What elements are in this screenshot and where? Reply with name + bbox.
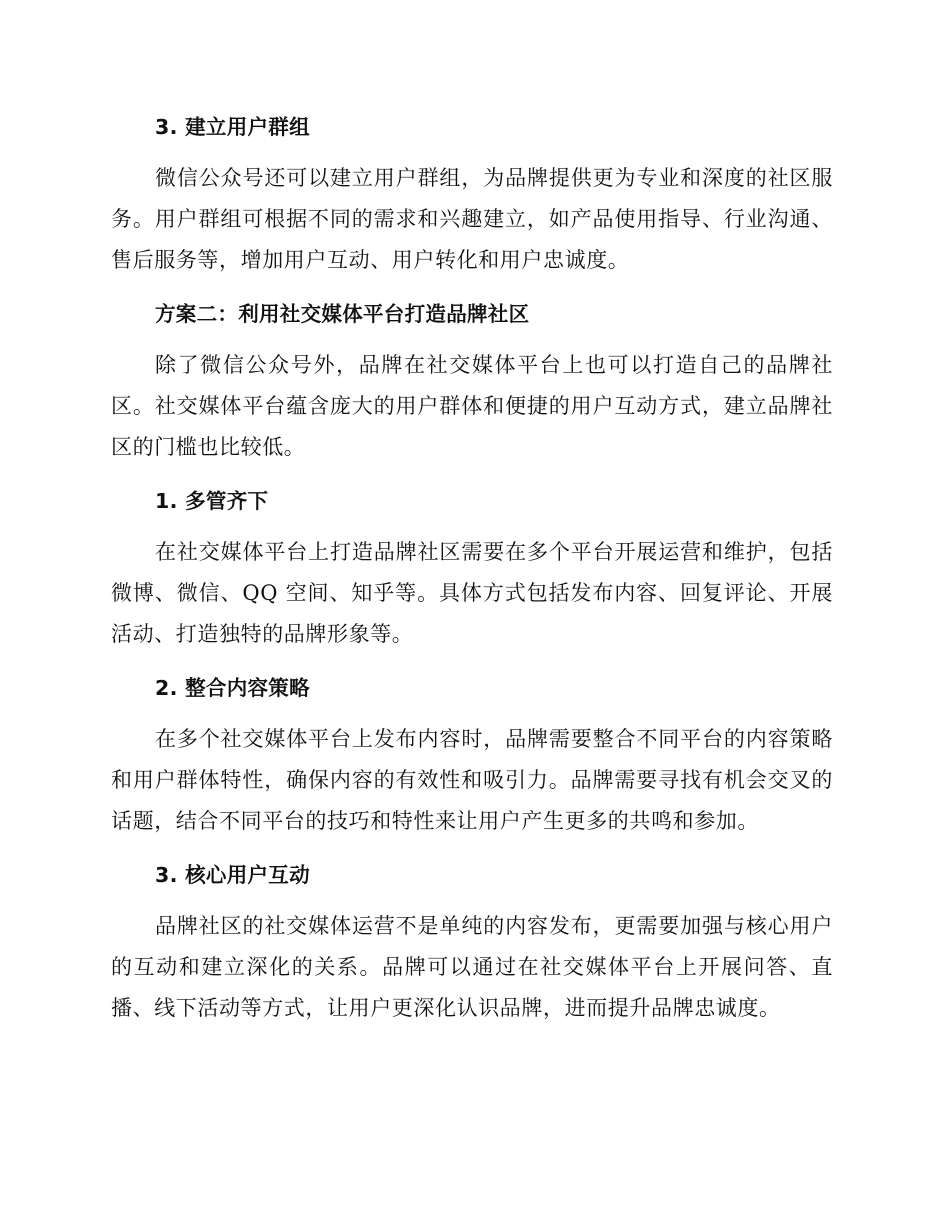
document-body [111, 108, 833, 1043]
paragraph-user-groups: 微信公众号还可以建立用户群组，为品牌提供更为专业和深度的社区服务。用户群组可根据不同的需求和兴趣建立，如产品使用指导、行业沟通、售后服务等，增加用户互动、用户转化和用户忠诚度。 [111, 166, 833, 272]
paragraph-plan-two-intro: 除了微信公众号外，品牌在社交媒体平台上也可以打造自己的品牌社区。社交媒体平台蕴含庞大的用户群体和便捷的用户互动方式，建立品牌社区的门槛也比较低。 [111, 353, 833, 459]
section-heading-core-user-interaction: 3. 核心用户互动 [155, 863, 310, 887]
paragraph-content-strategy: 在多个社交媒体平台上发布内容时，品牌需要整合不同平台的内容策略和用户群体特性，确保内容的有效性和吸引力。品牌需要寻找有机会交叉的话题，结合不同平台的技巧和特性来让用户产生更多的共鸣和参加。 [111, 727, 833, 833]
plan-two-heading: 方案二：利用社交媒体平台打造品牌社区 [155, 302, 530, 326]
section-heading-build-user-groups: 3. 建立用户群组 [155, 115, 310, 139]
section-heading-multi-channel: 1. 多管齐下 [155, 489, 269, 513]
paragraph-multi-channel: 在社交媒体平台上打造品牌社区需要在多个平台开展运营和维护，包括微博、微信、QQ 空间、知乎等。具体方式包括发布内容、回复评论、开展活动、打造独特的品牌形象等。 [111, 540, 833, 646]
paragraph-core-user-interaction: 品牌社区的社交媒体运营不是单纯的内容发布，更需要加强与核心用户的互动和建立深化的关系。品牌可以通过在社交媒体平台上开展问答、直播、线下活动等方式，让用户更深化认识品牌，进而提升品牌忠诚度。 [111, 914, 833, 1020]
section-heading-content-strategy: 2. 整合内容策略 [155, 676, 310, 700]
